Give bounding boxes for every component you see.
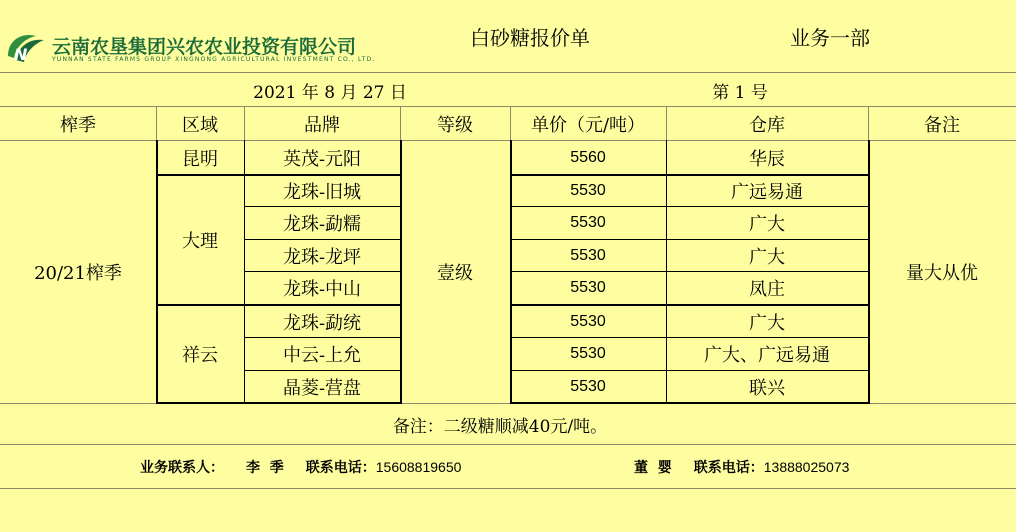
warehouse-cell: 广大、广远易通 <box>704 345 830 366</box>
price-cell: 5530 <box>570 345 606 362</box>
remark-cell: 量大从优 <box>906 262 978 284</box>
divider <box>0 488 1016 489</box>
svg-text:N: N <box>14 45 28 64</box>
brand-cell: 龙珠-旧城 <box>282 182 362 203</box>
brand-cell: 龙珠-中山 <box>282 279 362 300</box>
region-cell: 昆明 <box>182 149 218 170</box>
phone-label: 联系电话： <box>305 460 376 476</box>
price-cell: 5530 <box>570 279 606 296</box>
warehouse-cell: 广大 <box>749 214 785 235</box>
contact2-phone: 13888025073 <box>763 459 850 475</box>
contact1-name: 李 季 <box>246 460 284 476</box>
brand-cell: 龙珠-龙坪 <box>282 246 362 268</box>
logo-mark-icon <box>4 26 48 66</box>
column-header-region: 区域 <box>182 115 218 136</box>
contact1-phone: 15608819650 <box>375 459 462 475</box>
divider <box>0 444 1016 445</box>
department-label: 业务一部 <box>790 25 870 50</box>
column-header-season: 榨季 <box>60 115 96 136</box>
company-english-name: YUNNAN STATE FARMS GROUP XINGNONG AGRICULTURAL INVESTMENT CO., LTD. <box>52 56 376 63</box>
warehouse-cell: 广大 <box>749 312 785 334</box>
brand-cell: 晶菱-营盘 <box>282 377 362 399</box>
price-cell: 5560 <box>570 149 606 166</box>
document-title: 白砂糖报价单 <box>470 25 590 50</box>
brand-cell: 龙珠-勐糯 <box>282 214 362 235</box>
column-header-brand: 品牌 <box>304 115 340 136</box>
quote-number: 第 1 号 <box>712 82 768 103</box>
note-text: 备注：二级糖顺减40元/吨。 <box>392 416 608 437</box>
contact2-name: 董 婴 <box>634 460 672 476</box>
price-cell: 5530 <box>570 377 606 395</box>
quote-date: 2021 年 8 月 27 日 <box>253 82 407 103</box>
price-cell: 5530 <box>570 214 606 231</box>
contact-info <box>140 456 461 478</box>
season-cell: 20/21榨季 <box>34 262 122 284</box>
warehouse-cell: 联兴 <box>749 377 785 399</box>
column-header-warehouse: 仓库 <box>749 115 785 136</box>
divider <box>0 106 1016 107</box>
contact-info-2 <box>634 456 849 478</box>
column-header-grade: 等级 <box>437 115 473 136</box>
price-cell: 5530 <box>570 246 606 264</box>
price-cell: 5530 <box>570 182 606 199</box>
divider <box>156 402 402 404</box>
divider <box>0 72 1016 73</box>
brand-cell: 中云-上允 <box>282 345 362 366</box>
contact-label: 业务联系人： <box>140 460 224 476</box>
warehouse-cell: 广远易通 <box>731 182 803 203</box>
brand-cell: 英茂-元阳 <box>282 149 362 170</box>
phone-label: 联系电话： <box>693 460 764 476</box>
grade-cell: 壹级 <box>437 262 473 284</box>
column-header-price: 单价（元/吨） <box>530 115 646 136</box>
warehouse-cell: 广大 <box>749 246 785 268</box>
company-logo <box>4 26 48 66</box>
divider <box>510 402 870 404</box>
brand-cell: 龙珠-勐统 <box>282 312 362 334</box>
column-header-remark: 备注 <box>924 115 960 136</box>
company-name: 云南农垦集团兴农农业投资有限公司 <box>52 36 357 58</box>
region-cell: 大理 <box>182 231 218 252</box>
warehouse-cell: 华辰 <box>749 149 785 170</box>
price-cell: 5530 <box>570 312 606 330</box>
warehouse-cell: 凤庄 <box>749 279 785 300</box>
region-cell: 祥云 <box>182 345 218 366</box>
